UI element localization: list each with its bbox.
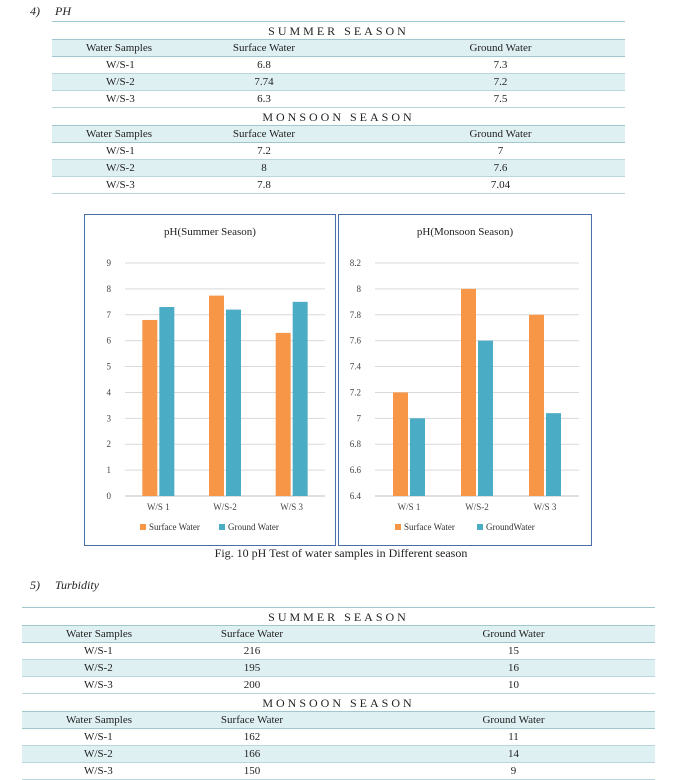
table-cell: 8 <box>152 160 376 177</box>
column-header: Ground Water <box>376 126 625 143</box>
table-row <box>22 677 655 694</box>
table-cell: 166 <box>132 746 372 763</box>
table-cell: 15 <box>372 643 655 660</box>
chart-title: pH(Summer Season) <box>164 226 256 238</box>
bar-ground-3 <box>546 413 561 496</box>
table-cell: 216 <box>132 643 372 660</box>
season-title: SUMMER SEASON <box>268 609 409 624</box>
y-tick-label: 7 <box>356 413 361 424</box>
chart-title: pH(Monsoon Season) <box>416 226 514 238</box>
table-cell: 16 <box>372 660 655 677</box>
x-tick-label: W/S 1 <box>146 502 170 512</box>
table-header-row <box>52 40 625 57</box>
table-row <box>22 763 655 780</box>
x-tick-label: W/S-2 <box>465 502 489 512</box>
legend-swatch <box>140 524 146 530</box>
ph-summer-chart-svg <box>85 215 335 545</box>
ph-summer-chart <box>84 214 336 546</box>
y-tick-label: 7 <box>106 309 111 320</box>
table-cell: W/S-2 <box>22 660 132 677</box>
column-header: Surface Water <box>132 626 372 643</box>
table-cell: 7.2 <box>376 74 625 91</box>
table-header-row <box>22 626 655 643</box>
x-tick-label: W/S 1 <box>397 502 421 512</box>
table-cell: W/S-1 <box>22 729 132 746</box>
table-cell: 7.6 <box>376 160 625 177</box>
legend-label: GroundWater <box>486 522 535 532</box>
table-cell: W/S-3 <box>52 91 152 108</box>
table-row <box>22 660 655 677</box>
table-cell: 7.8 <box>152 177 376 194</box>
ph-monsoon-chart-svg <box>339 215 591 545</box>
table-row <box>52 57 625 74</box>
turbidity-section-number: 5) <box>30 578 40 592</box>
table-row <box>52 143 625 160</box>
table-cell: W/S-3 <box>22 763 132 780</box>
table-row <box>52 91 625 108</box>
column-header: Surface Water <box>132 712 372 729</box>
y-tick-label: 4 <box>106 387 111 398</box>
season-title: MONSOON SEASON <box>262 109 415 124</box>
y-tick-label: 2 <box>106 439 111 450</box>
bar-ground-1 <box>159 307 174 496</box>
table-row <box>52 74 625 91</box>
column-header: Ground Water <box>372 626 655 643</box>
table-cell: 162 <box>132 729 372 746</box>
table-cell: W/S-3 <box>52 177 152 194</box>
legend-swatch <box>477 524 483 530</box>
legend-swatch <box>395 524 401 530</box>
season-title: MONSOON SEASON <box>262 695 415 710</box>
x-tick-label: W/S 3 <box>280 502 304 512</box>
table-header-row <box>52 126 625 143</box>
season-row <box>52 22 625 40</box>
bar-ground-2 <box>226 310 241 496</box>
table-row <box>52 177 625 194</box>
y-tick-label: 9 <box>106 258 111 268</box>
column-header: Ground Water <box>372 712 655 729</box>
column-header: Water Samples <box>22 626 132 643</box>
turbidity-section-heading <box>30 578 99 593</box>
season-row <box>52 108 625 126</box>
bar-surface-3 <box>529 315 544 496</box>
season-row <box>22 608 655 626</box>
table-cell: W/S-1 <box>52 143 152 160</box>
table-cell: 200 <box>132 677 372 694</box>
column-header: Water Samples <box>52 40 152 57</box>
y-tick-label: 3 <box>106 413 111 424</box>
table-cell: 11 <box>372 729 655 746</box>
table-cell: W/S-3 <box>22 677 132 694</box>
y-tick-label: 1 <box>106 465 111 476</box>
y-tick-label: 8.2 <box>349 258 361 268</box>
bar-ground-2 <box>478 341 493 496</box>
x-tick-label: W/S 3 <box>533 502 557 512</box>
table-cell: W/S-2 <box>52 160 152 177</box>
table-row <box>22 729 655 746</box>
table-row <box>22 746 655 763</box>
legend-label: Surface Water <box>404 522 455 532</box>
legend-label: Ground Water <box>228 522 279 532</box>
legend-swatch <box>219 524 225 530</box>
table-cell: 150 <box>132 763 372 780</box>
table-header-row <box>22 712 655 729</box>
ph-table <box>52 21 625 194</box>
y-tick-label: 6 <box>106 335 111 346</box>
table-cell: 9 <box>372 763 655 780</box>
table-cell: 7.74 <box>152 74 376 91</box>
y-tick-label: 6.4 <box>349 491 361 501</box>
season-title: SUMMER SEASON <box>268 23 409 38</box>
table-cell: W/S-2 <box>52 74 152 91</box>
bar-surface-1 <box>393 392 408 496</box>
table-cell: 7 <box>376 143 625 160</box>
y-tick-label: 7.2 <box>349 387 361 398</box>
table-row <box>52 160 625 177</box>
y-tick-label: 8 <box>356 283 361 294</box>
table-cell: 14 <box>372 746 655 763</box>
y-tick-label: 6.8 <box>349 439 361 450</box>
turbidity-section-title: Turbidity <box>55 578 100 592</box>
turbidity-table <box>22 607 655 780</box>
figure-caption: Fig. 10 pH Test of water samples in Different season <box>214 546 468 560</box>
legend-label: Surface Water <box>149 522 200 532</box>
table-cell: 6.3 <box>152 91 376 108</box>
bar-ground-3 <box>293 302 308 496</box>
y-tick-label: 7.8 <box>349 309 361 320</box>
table-cell: 6.8 <box>152 57 376 74</box>
column-header: Ground Water <box>376 40 625 57</box>
bar-surface-2 <box>461 289 476 496</box>
table-cell: 10 <box>372 677 655 694</box>
bar-surface-2 <box>209 296 224 496</box>
table-row <box>22 643 655 660</box>
ph-monsoon-chart <box>338 214 592 546</box>
table-cell: 7.2 <box>152 143 376 160</box>
y-tick-label: 0 <box>106 491 111 501</box>
y-tick-label: 8 <box>106 283 111 294</box>
bar-surface-3 <box>276 333 291 496</box>
ph-section-number: 4) <box>30 4 40 18</box>
y-tick-label: 5 <box>106 361 111 372</box>
y-tick-label: 7.4 <box>349 361 361 372</box>
column-header: Surface Water <box>152 40 376 57</box>
x-tick-label: W/S-2 <box>213 502 237 512</box>
bar-ground-1 <box>410 418 425 496</box>
ph-section-heading <box>30 4 71 19</box>
table-cell: 195 <box>132 660 372 677</box>
column-header: Water Samples <box>52 126 152 143</box>
table-cell: W/S-1 <box>22 643 132 660</box>
table-cell: W/S-1 <box>52 57 152 74</box>
bar-surface-1 <box>142 320 157 496</box>
table-cell: 7.3 <box>376 57 625 74</box>
y-tick-label: 7.6 <box>349 335 361 346</box>
column-header: Surface Water <box>152 126 376 143</box>
ph-section-title: PH <box>55 4 71 18</box>
column-header: Water Samples <box>22 712 132 729</box>
y-tick-label: 6.6 <box>349 465 361 476</box>
table-cell: 7.04 <box>376 177 625 194</box>
table-cell: W/S-2 <box>22 746 132 763</box>
season-row <box>22 694 655 712</box>
table-cell: 7.5 <box>376 91 625 108</box>
